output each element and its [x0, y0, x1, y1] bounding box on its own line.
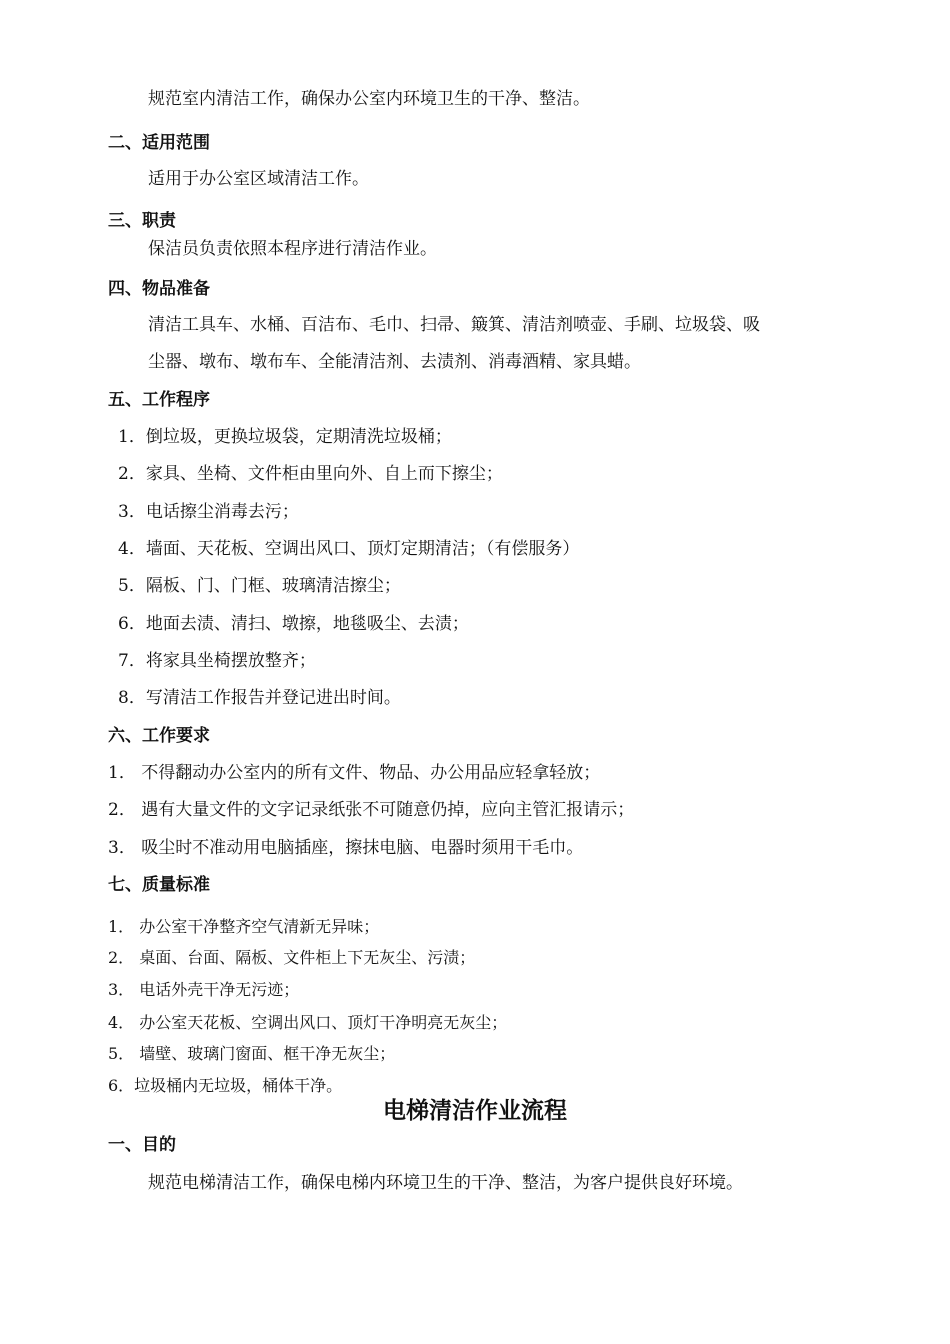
procedure-item: 3．电话擦尘消毒去污；	[118, 502, 299, 522]
quality-item: 6．垃圾桶内无垃圾，桶体干净。	[108, 1076, 343, 1095]
quality-item: 5． 墙壁、玻璃门窗面、框干净无灰尘；	[108, 1044, 396, 1063]
section-heading-supplies: 四、物品准备	[108, 279, 210, 299]
procedure-item: 1．倒垃圾，更换垃圾袋，定期清洗垃圾桶；	[118, 427, 452, 447]
purpose-paragraph: 规范电梯清洁工作，确保电梯内环境卫生的干净、整洁，为客户提供良好环境。	[148, 1173, 743, 1193]
scope-paragraph: 适用于办公室区域清洁工作。	[148, 169, 369, 189]
quality-item: 4． 办公室天花板、空调出风口、顶灯干净明亮无灰尘；	[108, 1013, 508, 1032]
section-heading-quality: 七、质量标准	[108, 875, 210, 895]
procedure-item: 8．写清洁工作报告并登记进出时间。	[118, 688, 401, 708]
supplies-line-1: 清洁工具车、水桶、百洁布、毛巾、扫帚、簸箕、清洁剂喷壶、手刷、垃圾袋、吸	[148, 315, 760, 335]
requirement-item: 3． 吸尘时不准动用电脑插座，擦抹电脑、电器时须用干毛巾。	[108, 838, 584, 858]
section-heading-responsibility: 三、职责	[108, 211, 176, 231]
section-heading-purpose: 一、目的	[108, 1135, 176, 1155]
requirement-item: 2． 遇有大量文件的文字记录纸张不可随意仍掉，应向主管汇报请示；	[108, 800, 635, 820]
procedure-item: 2．家具、坐椅、文件柜由里向外、自上而下擦尘；	[118, 464, 503, 484]
supplies-line-2: 尘器、墩布、墩布车、全能清洁剂、去渍剂、消毒酒精、家具蜡。	[148, 352, 641, 372]
procedure-item: 7．将家具坐椅摆放整齐；	[118, 651, 316, 671]
section-heading-procedure: 五、工作程序	[108, 390, 210, 410]
section-heading-scope: 二、适用范围	[108, 133, 210, 153]
procedure-item: 5．隔板、门、门框、玻璃清洁擦尘；	[118, 576, 401, 596]
section-heading-requirements: 六、工作要求	[108, 726, 210, 746]
elevator-section-title: 电梯清洁作业流程	[383, 1098, 567, 1124]
intro-paragraph: 规范室内清洁工作，确保办公室内环境卫生的干净、整洁。	[148, 89, 590, 109]
requirement-item: 1． 不得翻动办公室内的所有文件、物品、办公用品应轻拿轻放；	[108, 763, 601, 783]
procedure-item: 4．墙面、天花板、空调出风口、顶灯定期清洁；（有偿服务）	[118, 539, 580, 559]
quality-item: 3． 电话外壳干净无污迹；	[108, 980, 300, 999]
quality-item: 2． 桌面、台面、隔板、文件柜上下无灰尘、污渍；	[108, 948, 476, 967]
responsibility-paragraph: 保洁员负责依照本程序进行清洁作业。	[148, 239, 437, 259]
quality-item: 1． 办公室干净整齐空气清新无异味；	[108, 917, 380, 936]
procedure-item: 6．地面去渍、清扫、墩擦，地毯吸尘、去渍；	[118, 614, 469, 634]
